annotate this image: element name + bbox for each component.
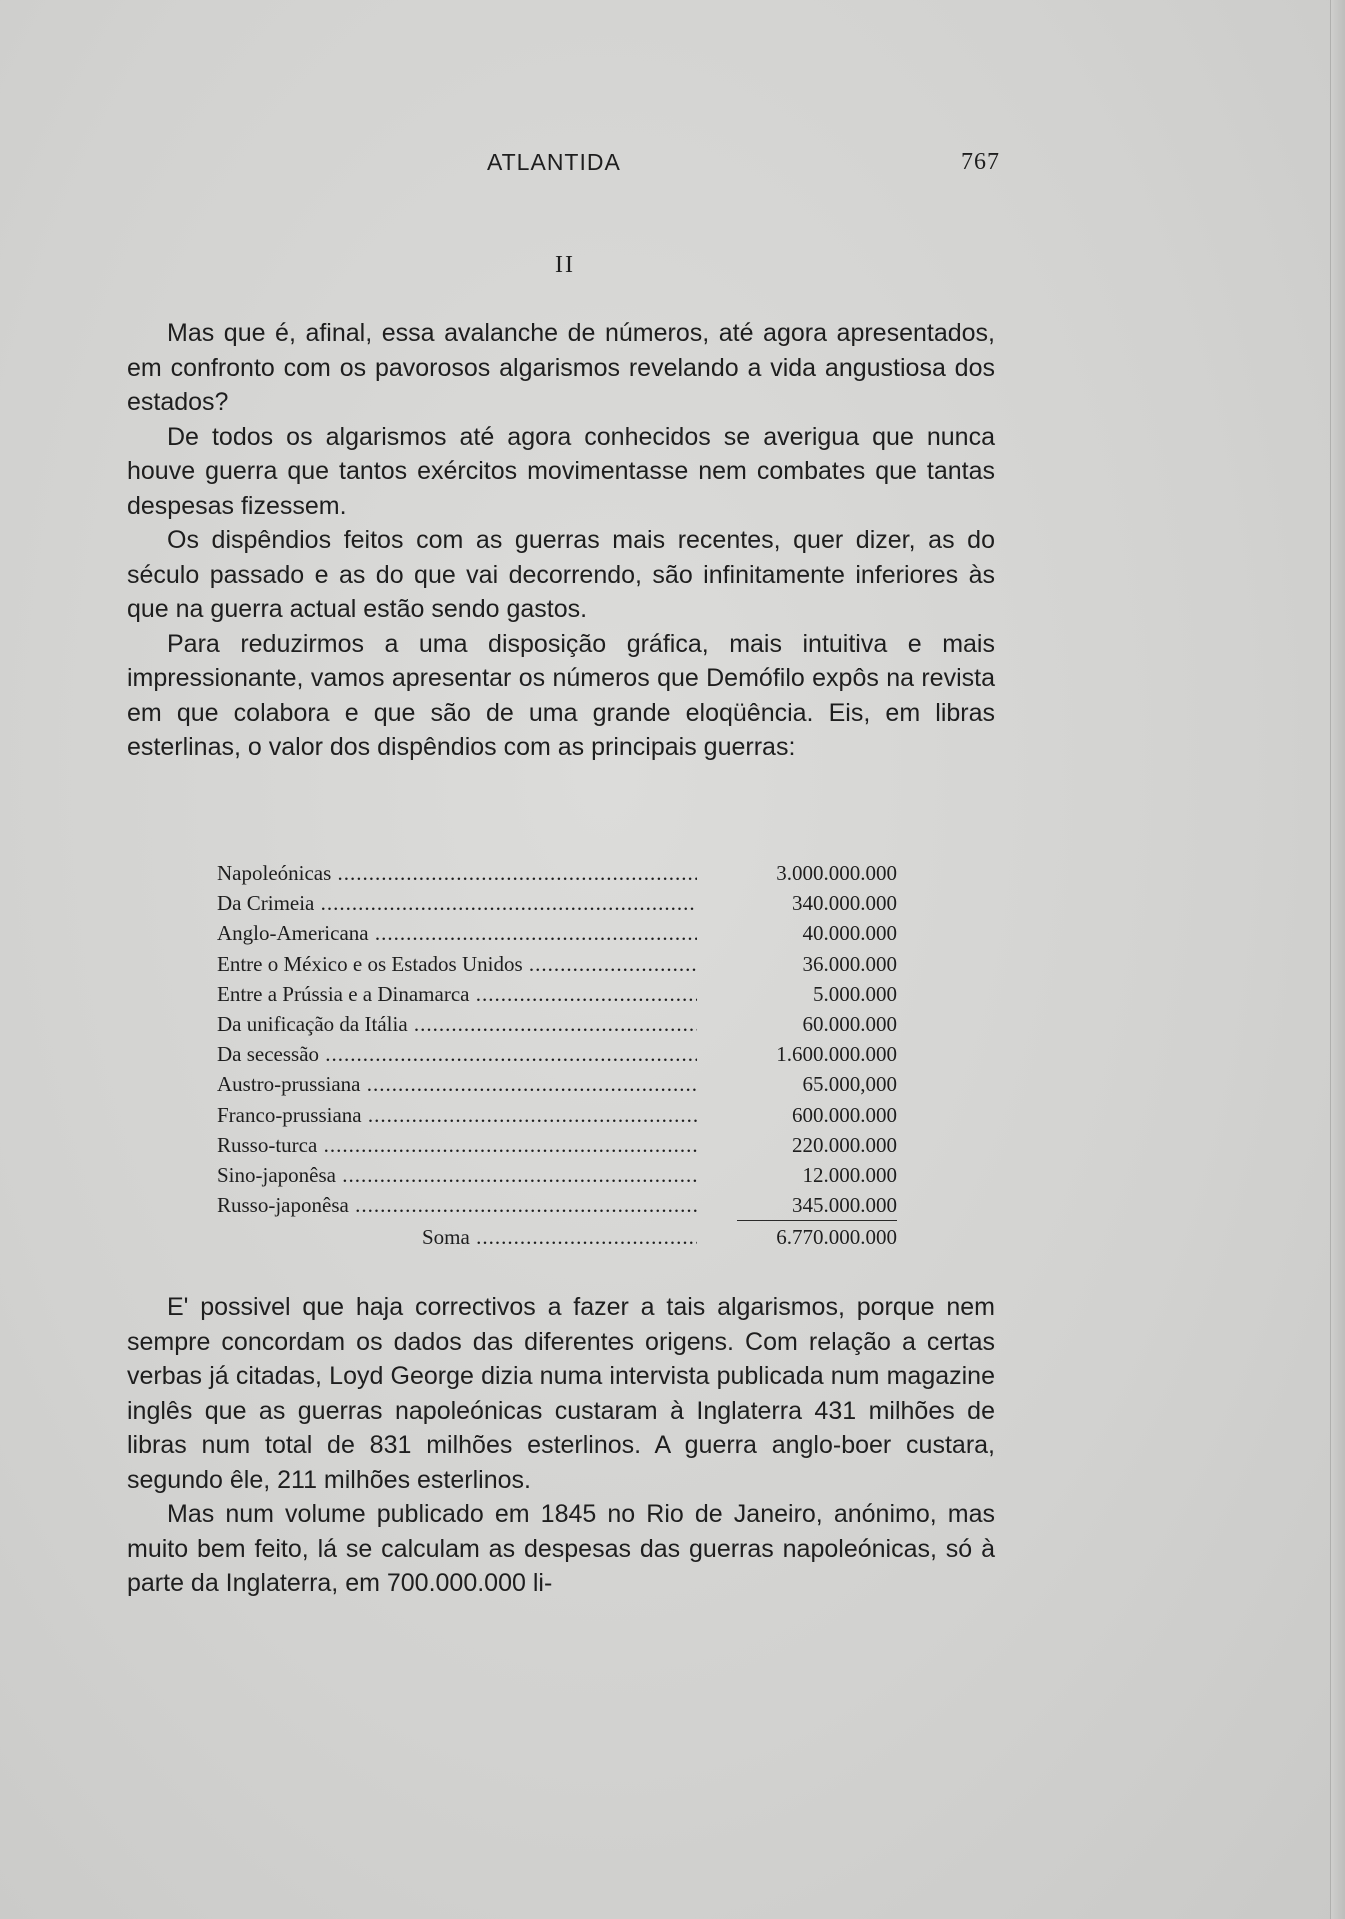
table-row	[217, 1160, 897, 1190]
total-label: Soma .....	[422, 1220, 697, 1254]
war-name: Napoleónicas .....	[217, 858, 697, 888]
war-name: Anglo-Americana .....	[217, 918, 697, 948]
table-row	[217, 1009, 897, 1039]
war-name: Sino-japonêsa .....	[217, 1160, 697, 1190]
body-text-before-table	[127, 316, 995, 765]
journal-title: ATLANTIDA	[487, 149, 621, 175]
table-row	[217, 858, 897, 888]
war-name: Russo-turca .....	[217, 1130, 697, 1160]
war-name: Austro-prussiana .....	[217, 1069, 697, 1099]
war-cost: 340.000.000	[792, 891, 897, 916]
table-row	[217, 1100, 897, 1130]
paragraph: E' possivel que haja correctivos a fazer a tais algarismos, porque nem sempre concordam os dados das diferentes origens. Com relação a certas verbas já citadas, Loyd George dizia numa intervista publicada num magazine inglês que as guerras napoleónicas custaram à Inglaterra 431 milhões de libras num total de 831 milhões esterlinos. A guerra anglo-boer custara, segundo êle, 211 milhões esterlinos.	[127, 1293, 995, 1494]
page-edge	[1330, 0, 1345, 1919]
paragraph: De todos os algarismos até agora conhecidos se averigua que nunca houve guerra que tantos exércitos movimentasse nem combates que tantas despesas fizessem.	[127, 422, 995, 520]
war-name: Da unificação da Itália .....	[217, 1009, 697, 1039]
table-row	[217, 1039, 897, 1069]
war-cost: 5.000.000	[813, 981, 897, 1006]
table-row	[217, 949, 897, 979]
war-name: Russo-japonêsa .....	[217, 1190, 697, 1220]
war-cost: 600.000.000	[792, 1102, 897, 1127]
war-cost: 345.000.000	[792, 1193, 897, 1218]
war-cost: 65.000,000	[802, 1072, 897, 1097]
paragraph: Mas que é, afinal, essa avalanche de números, até agora apresentados, em confronto com os pavorosos algarismos revelando a vida angustiosa dos estados?	[127, 319, 995, 416]
paragraph: Para reduzirmos a uma disposição gráfica, mais intuitiva e mais impressionante, vamos apresentar os números que Demófilo expôs na revista em que colabora e que são de uma grande eloqüência. Eis, em libras esterlinas, o valor dos dispêndios com as principais guerras:	[127, 629, 995, 761]
table-total-row	[217, 1220, 897, 1254]
war-expenses-table	[217, 858, 897, 1254]
war-cost: 40.000.000	[802, 921, 897, 946]
table-row	[217, 979, 897, 1009]
table-row	[217, 918, 897, 948]
war-name: Entre o México e os Estados Unidos .....	[217, 949, 697, 979]
table-row	[217, 1190, 897, 1220]
war-cost: 3.000.000.000	[776, 861, 897, 885]
war-cost: 1.600.000.000	[776, 1042, 897, 1067]
war-cost: 12.000.000	[802, 1162, 897, 1187]
war-name: Franco-prussiana .....	[217, 1100, 697, 1130]
section-number: II	[555, 252, 575, 278]
running-header	[130, 145, 1000, 181]
body-text-after-table	[127, 1290, 995, 1601]
total-value: 6.770.000.000	[776, 1225, 897, 1250]
paragraph: Mas num volume publicado em 1845 no Rio de Janeiro, anónimo, mas muito bem feito, lá se calculam as despesas das guerras napoleónicas, só à parte da Inglaterra, em 700.000.000 li-	[127, 1500, 995, 1597]
war-cost: 60.000.000	[802, 1011, 897, 1036]
page-number: 767	[961, 149, 1000, 175]
war-cost: 220.000.000	[792, 1132, 897, 1157]
war-name: Da secessão .....	[217, 1039, 697, 1069]
table-row	[217, 1069, 897, 1099]
war-cost: 36.000.000	[802, 951, 897, 976]
table-row	[217, 888, 897, 918]
war-name: Entre a Prússia e a Dinamarca .....	[217, 979, 697, 1009]
table-row	[217, 1130, 897, 1160]
war-name: Da Crimeia .....	[217, 888, 697, 918]
paragraph: Os dispêndios feitos com as guerras mais recentes, quer dizer, as do século passado e as do que vai decorrendo, são infinitamente inferiores às que na guerra actual estão sendo gastos.	[127, 526, 995, 623]
